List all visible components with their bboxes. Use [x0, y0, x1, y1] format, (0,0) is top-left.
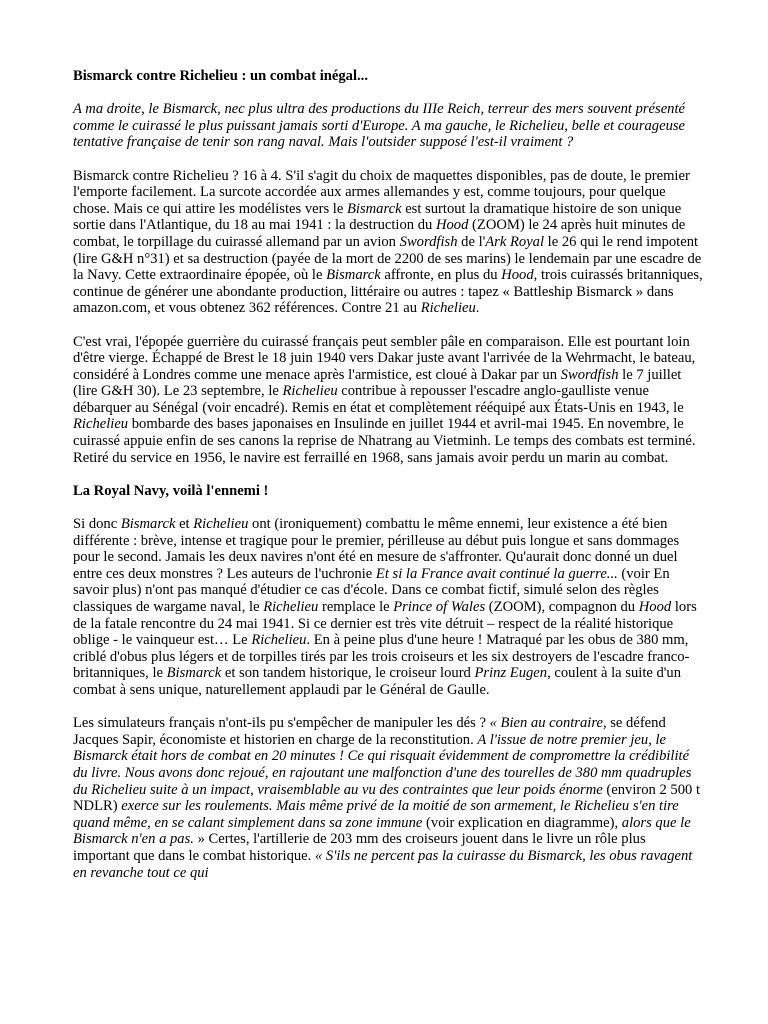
section-heading: La Royal Navy, voilà l'ennemi ! — [73, 482, 269, 499]
article-lead: A ma droite, le Bismarck, nec plus ultra des productions du IIIe Reich, terreur des mers souvent présenté comme le cuirassé le plus puissant jamais sorti d'Europe. A ma gauche, le Richelieu, belle et courageuse tentative française de tenir son rang naval. Mais l'outsider supposé l'est-il vraiment ? — [73, 101, 686, 151]
paragraph-4: Les simulateurs français n'ont-ils pu s'empêcher de manipuler les dés ? « Bien au contraire, se défend Jacques Sapir, économiste et historien en charge de la reconstitution. A l'issue de notre premier jeu, le Bismarck était hors de combat en 20 minutes ! Ce qui risquait évidemment de compromettre la crédibilité du livre. Nous avons donc rejoué, en rajoutant une malfonction d'une des tourelles de 380 mm quadruples du Richelieu suite à un impact, vraisemblable au vu des contraintes que leur poids énorme (environ 2 500 t NDLR) exerce sur les roulements. Mais même privé de la moitié de son armement, le Richelieu s'en tire quand même, en se calant simplement dans sa zone immune (voir explication en diagramme), alors que le Bismarck n'en a pas. » Certes, l'artillerie de 203 mm des croiseurs jouent dans le livre un rôle plus important que dans le combat historique. « S'ils ne percent pas la cuirasse du Bismarck, les obus ravagent en revanche tout ce qui — [73, 715, 701, 881]
article-column — [73, 68, 705, 898]
paragraph-2: C'est vrai, l'épopée guerrière du cuirassé français peut sembler pâle en comparaison. Elle est pourtant loin d'être vierge. Échappé de Brest le 18 juin 1940 vers Dakar juste avant l'arrivée de la Wehrmacht, le bateau, considéré à Londres comme une menace après l'armistice, est cloué à Dakar par un Swordfish le 7 juillet (lire G&H 30). Le 23 septembre, le Richelieu contribue à repousser l'escadre anglo-gaulliste venue débarquer au Sénégal (voir encadré). Remis en état et complètement rééquipé aux États-Unis en 1943, le Richelieu bombarde des bases japonaises en Insulinde en juillet 1944 et avril-mai 1945. En novembre, le cuirassé appuie enfin de ses canons la reprise de Nhatrang au Vietminh. Le temps des combats est terminé. Retiré du service en 1956, le navire est ferraillé en 1968, sans jamais avoir perdu un marin au combat. — [73, 333, 696, 466]
article-title: Bismarck contre Richelieu : un combat inégal... — [73, 68, 368, 84]
paragraph-3: Si donc Bismarck et Richelieu ont (ironiquement) combattu le même ennemi, leur existence a été bien différente : brève, intense et tragique pour le premier, périlleuse au début puis longue et sans dommages pour le second. Jamais les deux navires n'ont été en mesure de s'affronter. Qu'aurait donc donné un duel entre ces deux monstres ? Les auteurs de l'uchronie Et si la France avait continué la guerre... (voir En savoir plus) n'ont pas manqué d'étudier ce cas d'école. Dans ce combat fictif, simulé selon des règles classiques de wargame naval, le Richelieu remplace le Prince of Wales (ZOOM), compagnon du Hood lors de la fatale rencontre du 24 mai 1941. Si ce dernier est très vite détruit – respect de la réalité historique oblige - le vainqueur est… Le Richelieu. En à peine plus d'une heure ! Matraqué par les obus de 380 mm, criblé d'obus plus légers et de torpilles tirés par les trois croiseurs et les six destroyers de l'escadre franco-britanniques, le Bismarck et son tandem historique, le croiseur lourd Prinz Eugen, coulent à la suite d'un combat à sens unique, naturellement applaudi par le Général de Gaulle. — [73, 516, 697, 698]
paragraph-1: Bismarck contre Richelieu ? 16 à 4. S'il s'agit du choix de maquettes disponibles, pas de doute, le premier l'emporte facilement. La surcote accordée aux armes allemandes y est, comme toujours, pour quelque chose. Mais ce qui attire les modélistes vers le Bismarck est surtout la dramatique histoire de son unique sortie dans l'Atlantique, du 18 au mai 1941 : la destruction du Hood (ZOOM) le 24 après huit minutes de combat, le torpillage du cuirassé allemand par un avion Swordfish de l'Ark Royal le 26 qui le rend impotent (lire G&H n°31) et sa destruction (payée de la mort de 2200 de ses marins) le lendemain par une escadre de la Navy. Cette extraordinaire épopée, où le Bismarck affronte, en plus du Hood, trois cuirassés britanniques, continue de générer une abondante production, littéraire ou autres : tapez « Battleship Bismarck » dans amazon.com, et vous obtenez 362 références. Contre 21 au Richelieu. — [73, 167, 703, 317]
